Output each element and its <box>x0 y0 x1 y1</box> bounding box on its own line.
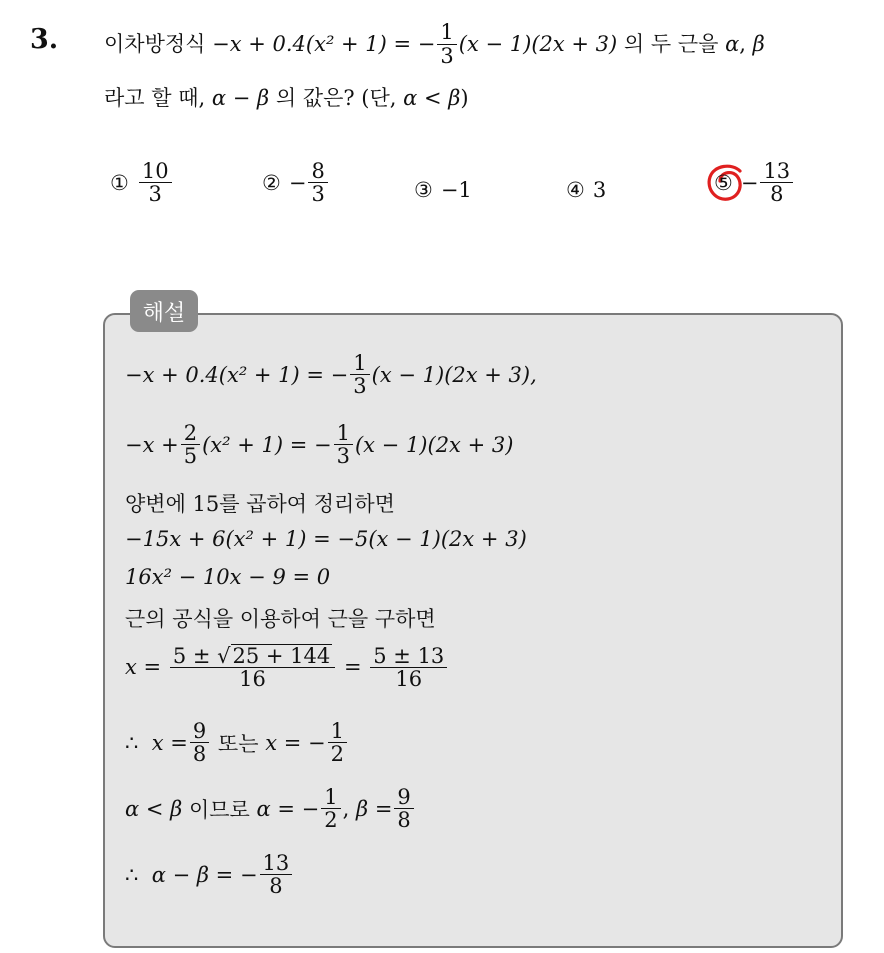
solution-line-2 <box>125 422 513 467</box>
solution-line-9 <box>125 786 416 831</box>
option-sign: − <box>288 170 307 195</box>
question-equation-right: (x − 1)(2x + 3) <box>458 32 618 56</box>
fraction-denominator: 16 <box>239 667 266 692</box>
solution-expr: α − β = − <box>151 862 258 887</box>
question-close-paren: ) <box>460 86 469 110</box>
solution-expr: x = <box>151 730 188 755</box>
solution-fraction <box>181 422 200 467</box>
sqrt-radicand: 25 + 144 <box>232 644 331 668</box>
solution-expr: (x² + 1) = − <box>202 432 332 457</box>
question-condition: α < β <box>403 86 461 110</box>
question-line-2 <box>104 82 469 112</box>
solution-expr: β = <box>356 796 393 821</box>
option-marker: ① <box>110 170 129 195</box>
solution-fraction <box>170 644 335 690</box>
option-3[interactable] <box>414 178 472 202</box>
solution-label: 해설 <box>130 290 198 332</box>
numerator-prefix: 5 ± <box>172 644 211 668</box>
fraction-numerator: 2 <box>181 422 200 445</box>
fraction-denominator: 3 <box>311 182 325 207</box>
fraction-numerator: 1 <box>437 21 456 44</box>
fraction-denominator: 2 <box>330 742 344 767</box>
fraction-denominator: 16 <box>395 666 423 691</box>
solution-fraction <box>190 720 209 765</box>
therefore-symbol: ∴ <box>125 730 139 755</box>
fraction-numerator: 9 <box>394 786 413 809</box>
fraction-denominator: 3 <box>148 182 162 207</box>
solution-expr: x = − <box>265 730 326 755</box>
solution-expr: α < β <box>125 796 183 821</box>
fraction-denominator: 8 <box>269 874 283 899</box>
option-marker: ② <box>262 170 281 195</box>
fraction-numerator: 9 <box>190 720 209 743</box>
solution-expr: x = <box>125 655 162 680</box>
solution-fraction <box>328 720 347 765</box>
solution-line-3: 양변에 15를 곱하여 정리하면 <box>125 492 395 516</box>
beta-symbol: β <box>752 32 765 56</box>
fraction-numerator: 10 <box>139 160 172 183</box>
solution-fraction <box>321 786 340 831</box>
question-number: 3. <box>30 24 59 55</box>
option-marker: ⑤ <box>714 170 733 195</box>
solution-fraction <box>334 422 353 467</box>
solution-fraction <box>350 352 369 397</box>
fraction-numerator: 5 ± √25 + 144 <box>170 644 335 668</box>
option-marker-wrap <box>714 171 733 195</box>
question-line2-text: 라고 할 때, <box>104 86 206 110</box>
fraction-numerator: 13 <box>260 852 293 875</box>
solution-expr: (x − 1)(2x + 3), <box>371 362 537 387</box>
fraction-numerator: 5 ± 13 <box>370 645 447 668</box>
option-fraction <box>139 160 172 205</box>
solution-expr: −x + <box>125 432 179 457</box>
question-equation-left: −x + 0.4(x² + 1) = − <box>212 32 436 56</box>
question-prefix: 이차방정식 <box>104 32 206 56</box>
solution-expr: (x − 1)(2x + 3) <box>354 432 514 457</box>
fraction-denominator: 3 <box>336 444 350 469</box>
solution-line-5: 16x² − 10x − 9 = 0 <box>125 565 331 589</box>
separator: , <box>342 796 350 821</box>
option-1[interactable] <box>110 160 174 205</box>
option-marker: ④ <box>566 178 585 202</box>
option-4[interactable] <box>566 178 606 202</box>
option-marker: ③ <box>414 178 433 202</box>
solution-fraction <box>370 645 447 690</box>
option-fraction <box>760 160 793 205</box>
option-value: 3 <box>592 178 607 202</box>
or-text: 또는 <box>217 731 259 756</box>
question-fraction <box>437 21 456 66</box>
solution-line-7 <box>125 644 449 690</box>
question-suffix: 의 두 근을 <box>623 32 719 56</box>
fraction-numerator: 1 <box>334 422 353 445</box>
solution-line-10 <box>125 852 294 897</box>
fraction-denominator: 2 <box>324 808 338 833</box>
fraction-denominator: 3 <box>440 43 454 68</box>
solution-fraction <box>394 786 413 831</box>
fraction-denominator: 5 <box>183 444 198 469</box>
option-sign: − <box>740 170 759 195</box>
fraction-denominator: 3 <box>353 374 367 399</box>
solution-text: 이므로 <box>188 797 250 822</box>
solution-line-4: −15x + 6(x² + 1) = −5(x − 1)(2x + 3) <box>125 527 527 551</box>
fraction-numerator: 1 <box>321 786 340 809</box>
solution-expr: α = − <box>256 796 320 821</box>
option-5[interactable] <box>714 160 795 205</box>
question-line-1: 이차방정식 −x + 0.4(x² + 1) = − $\frac{1}{3}$ (x − 1)(2x + 3) 의 두 근을 α , β <box>104 16 765 72</box>
fraction-numerator: 8 <box>308 160 327 183</box>
fraction-denominator: 8 <box>770 182 784 207</box>
question-expression: α − β <box>211 86 270 110</box>
therefore-symbol: ∴ <box>125 862 139 887</box>
option-fraction <box>308 160 327 205</box>
fraction-denominator: 8 <box>397 808 411 833</box>
question-tail: 의 값은? (단, <box>275 86 397 110</box>
alpha-symbol: α <box>725 32 740 56</box>
solution-line-6: 근의 공식을 이용하여 근을 구하면 <box>125 607 436 631</box>
solution-line-1 <box>125 352 537 397</box>
option-value: −1 <box>440 178 472 202</box>
equals-sign: = <box>343 655 362 680</box>
solution-fraction <box>260 852 293 897</box>
solution-line-8 <box>125 720 349 765</box>
fraction-numerator: 13 <box>760 160 793 183</box>
option-2[interactable] <box>262 160 330 205</box>
fraction-numerator: 1 <box>328 720 347 743</box>
fraction-numerator: 1 <box>350 352 369 375</box>
solution-expr: −x + 0.4(x² + 1) = − <box>125 362 349 387</box>
fraction-denominator: 8 <box>192 742 207 767</box>
